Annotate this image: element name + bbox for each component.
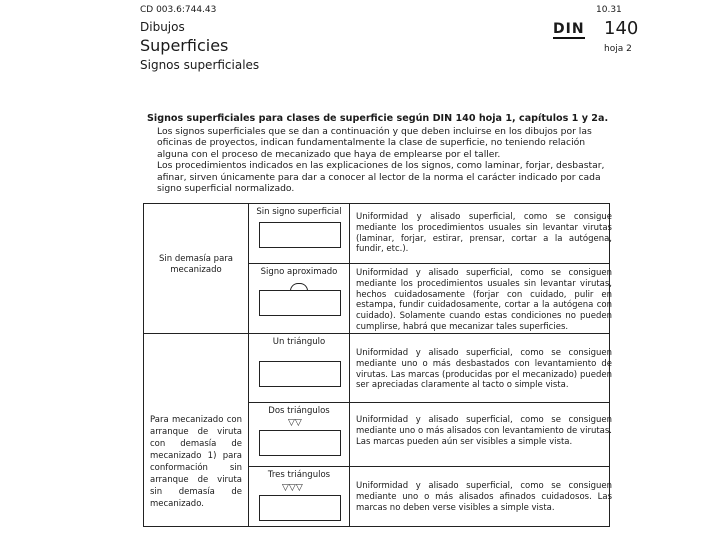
date: 10.31 — [596, 5, 622, 15]
row-description: Uniformidad y alisado superficial, como se consiguen mediante uno o más desbastados con levantamiento de virutas. Las marcas (producidas por el mecanizado) pueden ser apreciadas claramente al tacto o simple vista. — [356, 348, 612, 391]
column-divider — [349, 204, 350, 526]
page-title: Superficies — [140, 36, 229, 55]
row-label-no-sign: Sin signo superficial — [256, 207, 342, 217]
intro-paragraph-1: Los signos superficiales que se dan a continuación y que deben incluirse en los dibujos por las oficinas de proyectos, indican fundamentalmente la clase de superficie, no teniendo relación alguna con el proceso de mecanizado que haya de emplearse por el taller. — [157, 125, 592, 160]
row-description: Uniformidad y alisado superficial, como se consiguen mediante los procedimientos usuales sin levantar virutas, hechos cuidadosamente (forjar con cuidado, pulir en estampa, fundir cuidadosamente, cortar a la autógena con cuidado). Solamente cuando estas condiciones no pueden cumplirse, habrá que mecanizar tales superficies. — [356, 268, 612, 332]
row-description: Uniformidad y alisado superficial, como se consiguen mediante uno o más alisados con levantamiento de virutas. Las marcas pueden aún ser visibles a simple vista. — [356, 415, 612, 447]
din-logo: DIN — [553, 21, 585, 37]
intro-title: Signos superficiales para clases de superficie según DIN 140 hoja 1, capítulos 1 y 2a. — [147, 113, 609, 124]
sheet-number: hoja 2 — [604, 44, 632, 54]
symbols-table — [143, 203, 610, 527]
intro-paragraph-2: Los procedimientos indicados en las explicaciones de los signos, como laminar, forjar, desbastar, afinar, sirven únicamente para dar a conocer al lector de la norma el carácter indicado por cada signo superficial normalizado. — [157, 160, 605, 194]
three-triangles-icon: ▽▽▽ — [282, 483, 303, 493]
group-label-machining: Para mecanizado con arranque de viruta con demasía de mecanizado 1) para conformación sin arranque de viruta sin demasía de mecanizado. — [150, 415, 242, 509]
group-label-no-allowance: Sin demasía para mecanizado — [159, 254, 233, 275]
row-divider — [248, 402, 610, 403]
intro-section — [147, 113, 612, 195]
row-description: Uniformidad y alisado superficial, como se consigue mediante los procedimientos usuales sin levantar virutas (laminar, forjar, estirar, prensar, cortar a la autógena, fundir, etc.). — [356, 212, 612, 255]
two-triangles-icon: ▽▽ — [288, 418, 302, 428]
category: Dibujos — [140, 20, 185, 34]
surface-box — [259, 290, 341, 316]
row-label-approx-sign: Signo aproximado — [260, 267, 338, 277]
cdu-code: CD 003.6:744.43 — [140, 5, 217, 15]
standard-number: 140 — [604, 18, 639, 39]
page-subtitle: Signos superficiales — [140, 58, 260, 72]
surface-box — [259, 222, 341, 248]
row-divider — [144, 333, 610, 334]
row-label-three-triangles: Tres triángulos — [267, 470, 331, 480]
surface-box — [259, 361, 341, 387]
row-divider — [248, 263, 610, 264]
surface-box — [259, 430, 341, 456]
row-label-one-triangle: Un triángulo — [272, 337, 326, 347]
row-label-two-triangles: Dos triángulos — [268, 406, 330, 416]
row-divider — [248, 466, 610, 467]
row-description: Uniformidad y alisado superficial, como se consiguen mediante uno o más alisados afinados cuidadosos. Las marcas no deben verse visibles a simple vista. — [356, 481, 612, 513]
surface-box — [259, 495, 341, 521]
